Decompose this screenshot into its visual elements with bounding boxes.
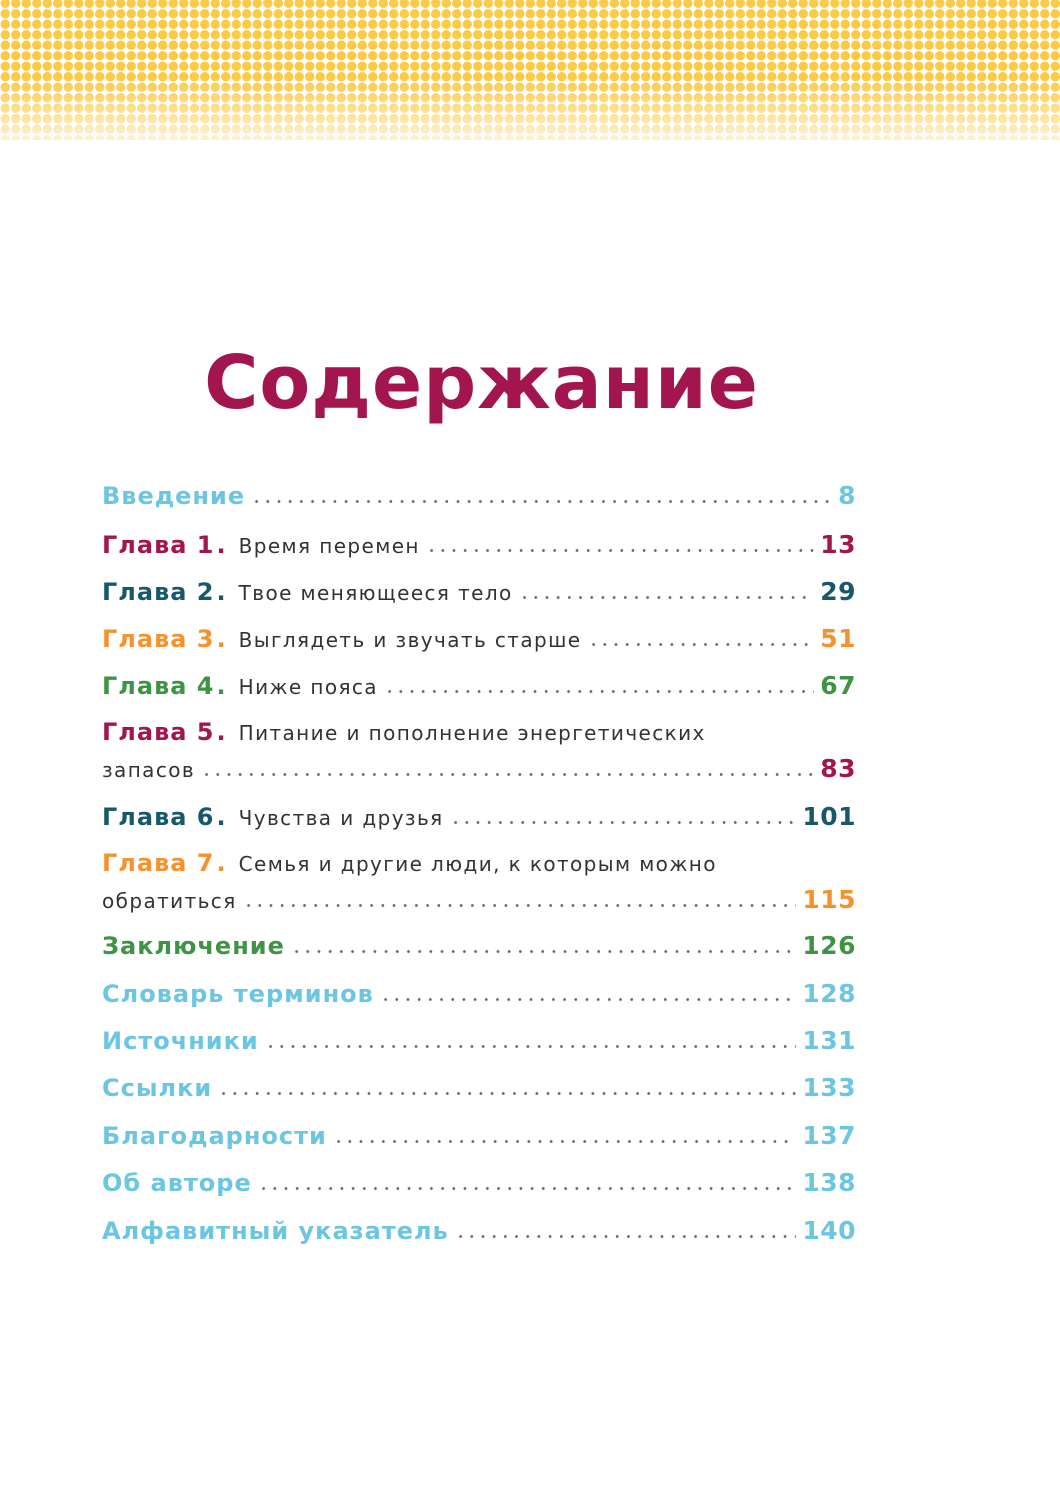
toc-entry-introduction[interactable]	[102, 481, 856, 511]
toc-entry-about-author[interactable]	[102, 1168, 856, 1198]
dot-leader	[333, 1140, 796, 1143]
toc-page-number: 29	[820, 577, 856, 606]
toc-chapter-title: Семья и другие люди, к которым можно	[238, 852, 717, 876]
toc-entry-line-2	[102, 754, 856, 784]
dot-leader	[519, 596, 815, 599]
toc-chapter-title-continued: запасов	[102, 758, 196, 782]
separator: .	[216, 531, 226, 559]
dot-leader	[265, 1045, 797, 1048]
separator: .	[216, 849, 226, 877]
toc-entry-chapter-2[interactable]	[102, 577, 856, 607]
toc-label: Введение	[102, 482, 246, 510]
toc-chapter-title: Питание и пополнение энергетических	[238, 721, 706, 745]
toc-label: Глава 6	[102, 803, 215, 831]
toc-page-number: 131	[802, 1026, 856, 1055]
dot-leader	[588, 643, 815, 646]
toc-entry-conclusion[interactable]	[102, 931, 856, 961]
toc-page-number: 13	[820, 530, 856, 559]
toc-label: Глава 7	[102, 849, 215, 877]
toc-page-number: 140	[802, 1216, 856, 1245]
separator: .	[216, 672, 226, 700]
dot-leader	[384, 690, 814, 693]
separator: .	[216, 578, 226, 606]
toc-chapter-title: Твое меняющееся тело	[238, 581, 513, 605]
page-title: Содержание	[204, 340, 759, 426]
separator: .	[216, 718, 226, 746]
toc-label: Заключение	[102, 932, 285, 960]
toc-entry-line-1	[102, 849, 856, 879]
toc-entry-acknowledgements[interactable]	[102, 1121, 856, 1151]
toc-entry-sources[interactable]	[102, 1026, 856, 1056]
dot-leader	[218, 1092, 796, 1095]
dot-leader	[258, 1187, 797, 1190]
toc-entry-references[interactable]	[102, 1073, 856, 1103]
dot-leader	[450, 821, 797, 824]
toc-label: Словарь терминов	[102, 980, 374, 1008]
toc-entry-chapter-1[interactable]	[102, 530, 856, 560]
toc-entry-chapter-3[interactable]	[102, 624, 856, 654]
dot-leader	[201, 773, 814, 776]
toc-page-number: 83	[820, 754, 856, 783]
toc-page-number: 67	[820, 671, 856, 700]
toc-page-number: 137	[802, 1121, 856, 1150]
toc-label: Глава 2	[102, 578, 215, 606]
dot-leader	[251, 500, 832, 503]
toc-page-number: 138	[802, 1168, 856, 1197]
toc-entry-chapter-6[interactable]	[102, 802, 856, 832]
toc-chapter-title: Чувства и друзья	[238, 806, 444, 830]
toc-page-number: 126	[802, 931, 856, 960]
dot-leader	[291, 950, 796, 953]
toc-entry-chapter-4[interactable]	[102, 671, 856, 701]
toc-page-number: 115	[802, 885, 856, 914]
separator: .	[216, 625, 226, 653]
toc-label: Благодарности	[102, 1122, 327, 1150]
toc-label: Ссылки	[102, 1074, 213, 1102]
toc-label: Об авторе	[102, 1169, 252, 1197]
toc-label: Глава 1	[102, 531, 215, 559]
toc-entry-line-2	[102, 885, 856, 915]
separator: .	[216, 803, 226, 831]
toc-page-number: 133	[802, 1073, 856, 1102]
toc-label: Глава 3	[102, 625, 215, 653]
toc-label: Источники	[102, 1027, 259, 1055]
toc-entry-index[interactable]	[102, 1216, 856, 1246]
toc-chapter-title: Выглядеть и звучать старше	[238, 628, 582, 652]
toc-label: Алфавитный указатель	[102, 1217, 449, 1245]
toc-entry-glossary[interactable]	[102, 979, 856, 1009]
dot-leader	[426, 549, 814, 552]
dot-leader	[455, 1235, 797, 1238]
toc-page-number: 101	[802, 802, 856, 831]
toc-chapter-title: Ниже пояса	[238, 675, 378, 699]
toc-chapter-title: Время перемен	[238, 534, 420, 558]
toc-label: Глава 5	[102, 718, 215, 746]
toc-entry-line-1	[102, 718, 856, 748]
toc-page-number: 128	[802, 979, 856, 1008]
dot-pattern-header	[0, 0, 1060, 140]
toc-page-number: 8	[838, 481, 856, 510]
toc-chapter-title-continued: обратиться	[102, 889, 237, 913]
dot-leader	[380, 998, 796, 1001]
toc-label: Глава 4	[102, 672, 215, 700]
dot-leader	[243, 904, 797, 907]
toc-page-number: 51	[820, 624, 856, 653]
